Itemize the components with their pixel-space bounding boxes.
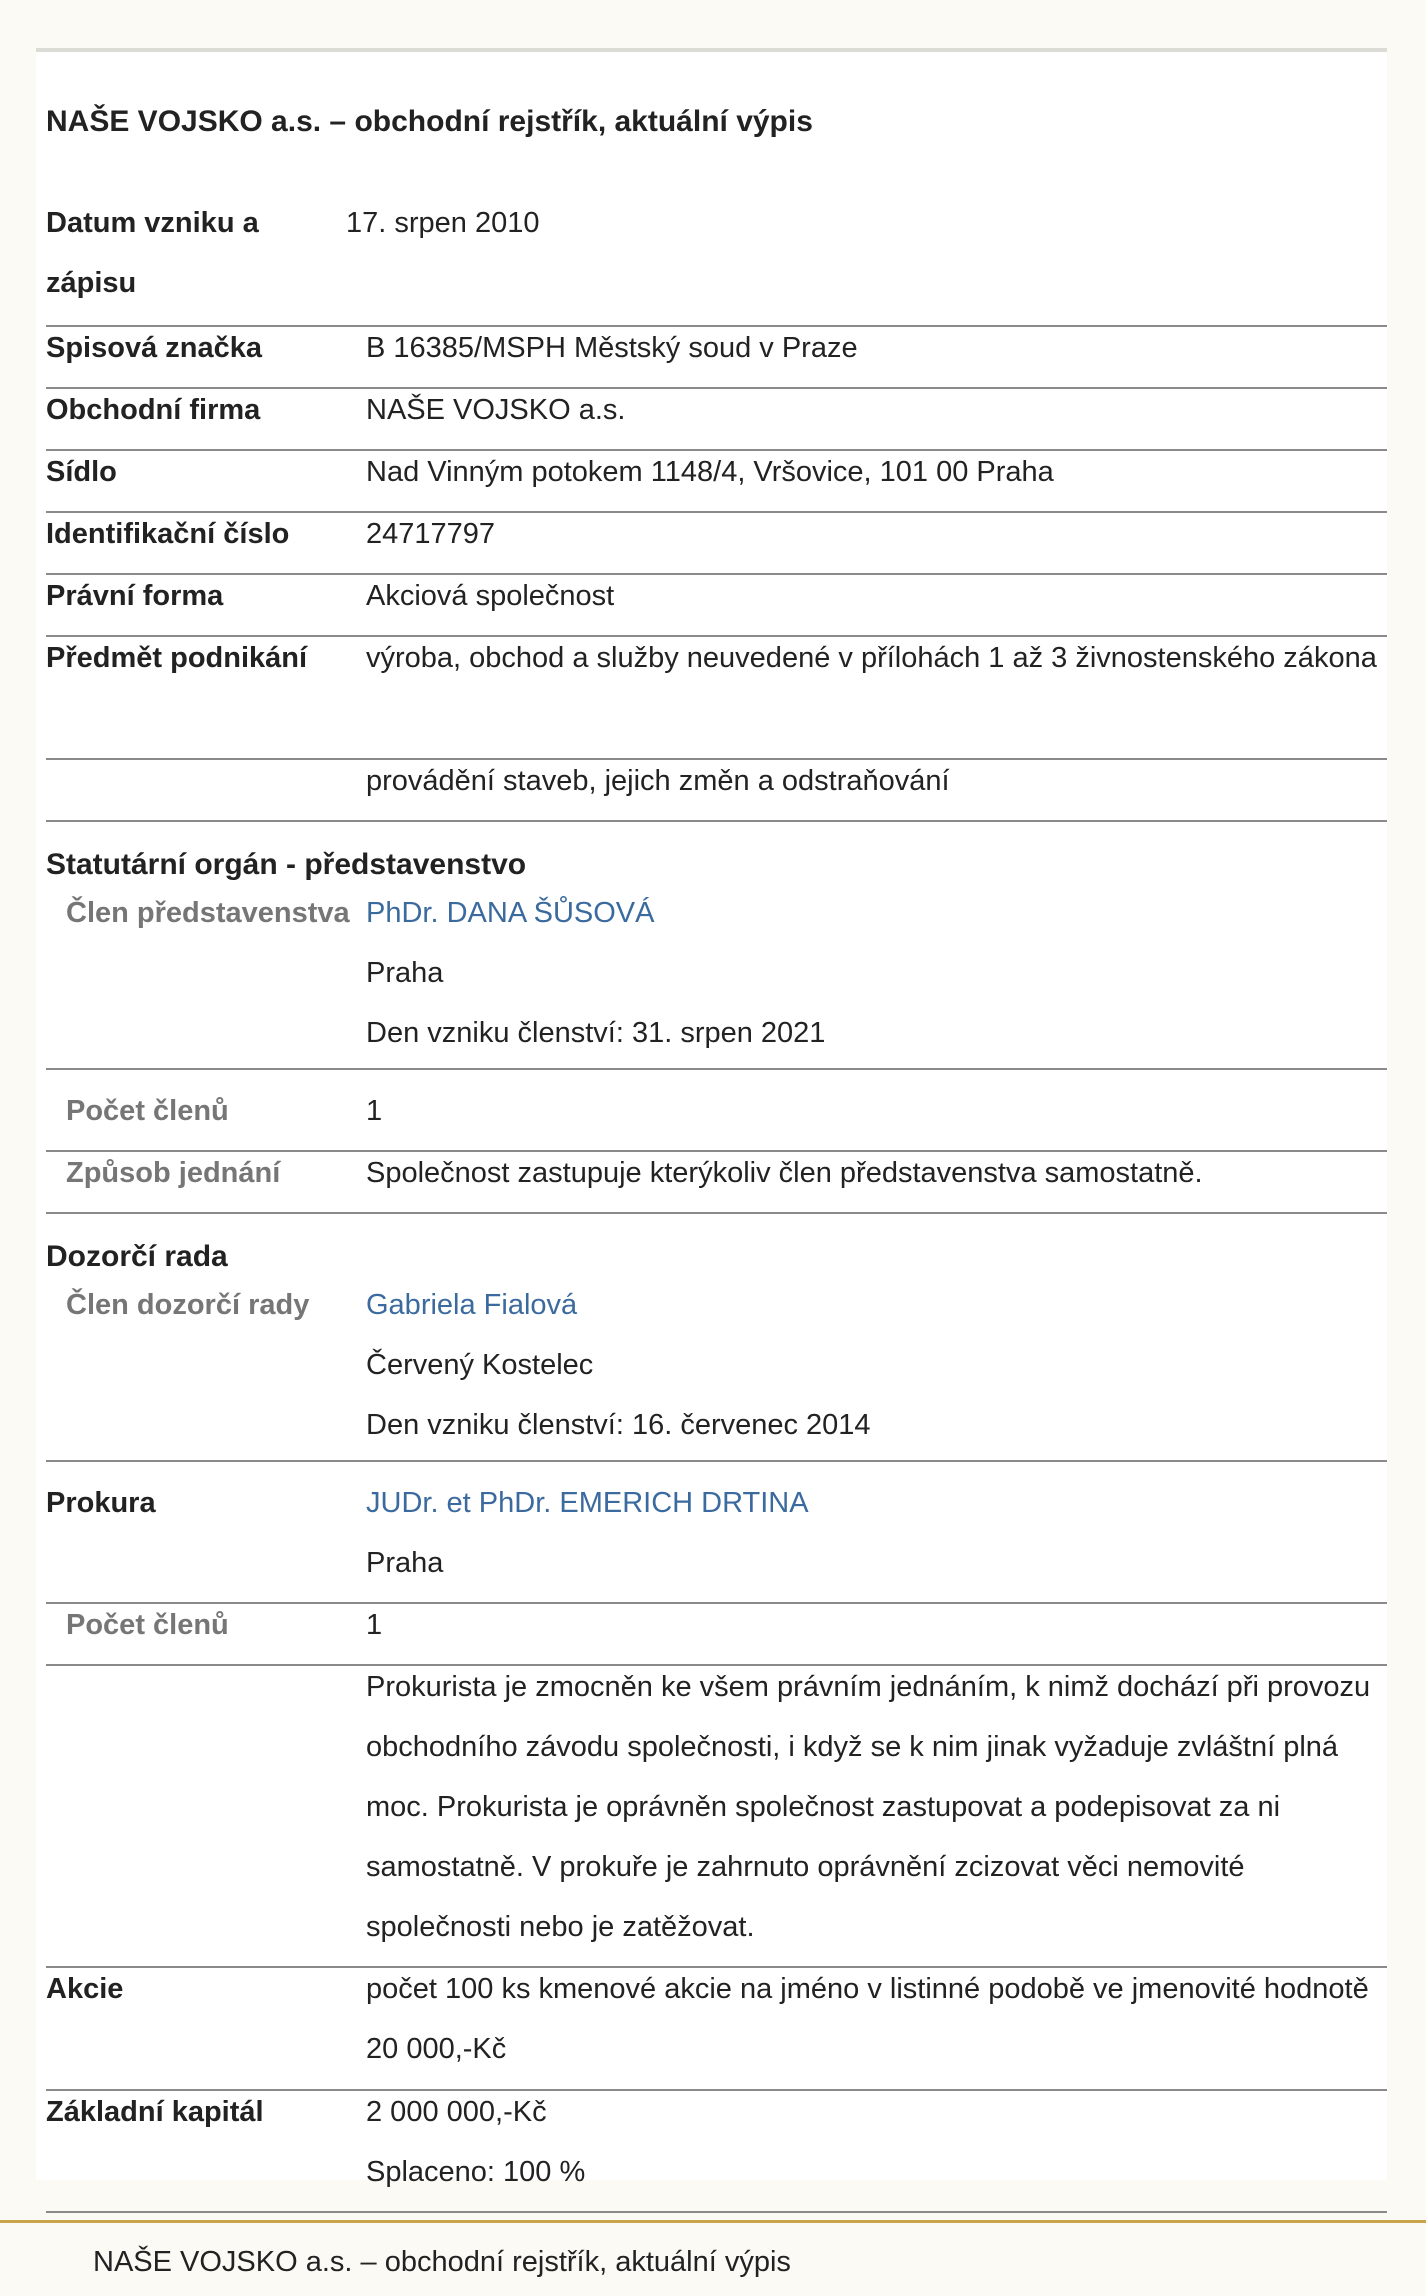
page-title: NAŠE VOJSKO a.s. – obchodní rejstřík, aktuální výpis <box>46 105 813 138</box>
row-supervisory-member <box>46 1284 1387 1462</box>
label-predmet: Předmět podnikání <box>46 642 308 674</box>
row-datum <box>46 202 1387 327</box>
value-sidlo: Nad Vinným potokem 1148/4, Vršovice, 101 00 Praha <box>366 456 1054 488</box>
value-statutory-member <box>366 883 1387 1059</box>
link-prokurista[interactable]: JUDr. et PhDr. EMERICH DRTINA <box>366 1487 809 1519</box>
label-empty <box>46 751 366 811</box>
label-empty <box>46 1657 366 1957</box>
label-akcie: Akcie <box>46 1973 124 2005</box>
row-predmet-1 <box>46 637 1387 760</box>
label-spis: Spisová značka <box>46 332 262 364</box>
value-predmet-2: provádění staveb, jejich změn a odstraňování <box>366 765 950 797</box>
label-prokura-count: Počet členů <box>66 1609 229 1641</box>
value-prokura-note: Prokurista je zmocněn ke všem právním jednáním, k nimž dochází při provozu obchodního závodu společnosti, i když se k nim jinak vyžaduje zvláštní plná moc. Prokurista je oprávněn společnost zastupovat a podepisovat za ni samostatně. V prokuře je zahrnuto oprávnění zcizovat věci nemovité společnosti nebo je zatěžovat. <box>366 1671 1371 1943</box>
value-predmet-1: výroba, obchod a služby neuvedené v přílohách 1 až 3 živnostenského zákona <box>366 642 1377 674</box>
value-statutory-method: Společnost zastupuje kterýkoliv člen představenstva samostatně. <box>366 1157 1203 1189</box>
value-firma: NAŠE VOJSKO a.s. <box>366 394 626 426</box>
label-statutory-count: Počet členů <box>66 1095 229 1127</box>
value-datum: 17. srpen 2010 <box>346 207 540 239</box>
label-datum: Datum vzniku a zápisu <box>46 207 259 299</box>
row-akcie <box>46 1968 1387 2091</box>
row-kapital <box>46 2091 1387 2213</box>
registry-card <box>36 48 1387 2188</box>
value-prokura <box>366 1473 1387 1593</box>
label-supervisory-member: Člen dozorčí rady <box>66 1289 310 1321</box>
value-supervisory-member <box>366 1275 1387 1451</box>
section-supervisory-heading: Dozorčí rada <box>46 1240 228 1273</box>
label-forma: Právní forma <box>46 580 224 612</box>
value-forma: Akciová společnost <box>366 580 615 612</box>
statutory-member-city: Praha <box>366 957 444 989</box>
value-prokura-count: 1 <box>366 1609 383 1641</box>
registry-table <box>46 202 1387 2213</box>
row-statutory-count <box>46 1070 1387 1152</box>
row-statutory-method <box>46 1152 1387 1214</box>
prokurista-city: Praha <box>366 1547 444 1579</box>
footer-title: NAŠE VOJSKO a.s. – obchodní rejstřík, aktuální výpis <box>93 2246 791 2278</box>
label-firma: Obchodní firma <box>46 394 261 426</box>
value-spis: B 16385/MSPH Městský soud v Praze <box>366 332 858 364</box>
value-kapital <box>366 2082 1387 2202</box>
label-statutory-member: Člen představenstva <box>66 897 350 929</box>
label-prokura: Prokura <box>46 1487 156 1519</box>
row-statutory-member <box>46 892 1387 1070</box>
label-statutory-method: Způsob jednání <box>66 1157 281 1189</box>
link-statutory-member[interactable]: PhDr. DANA ŠŮSOVÁ <box>366 897 655 929</box>
value-statutory-count: 1 <box>366 1095 383 1127</box>
supervisory-member-city: Červený Kostelec <box>366 1349 594 1381</box>
label-ico: Identifikační číslo <box>46 518 290 550</box>
label-sidlo: Sídlo <box>46 456 117 488</box>
label-kapital: Základní kapitál <box>46 2096 264 2128</box>
link-supervisory-member[interactable]: Gabriela Fialová <box>366 1289 578 1321</box>
row-predmet-2 <box>46 760 1387 822</box>
kapital-amount: 2 000 000,-Kč <box>366 2096 547 2128</box>
statutory-member-since: Den vzniku členství: 31. srpen 2021 <box>366 1017 826 1049</box>
value-akcie: počet 100 ks kmenové akcie na jméno v listinné podobě ve jmenovité hodnotě 20 000,-Kč <box>366 1973 1369 2065</box>
kapital-splaceno: Splaceno: 100 % <box>366 2156 586 2188</box>
footer-divider <box>0 2220 1426 2223</box>
supervisory-member-since: Den vzniku členství: 16. červenec 2014 <box>366 1409 871 1441</box>
value-ico: 24717797 <box>366 518 496 550</box>
row-prokura-note <box>46 1666 1387 1968</box>
section-statutory-heading: Statutární orgán - představenstvo <box>46 848 527 881</box>
row-prokura <box>46 1462 1387 1604</box>
